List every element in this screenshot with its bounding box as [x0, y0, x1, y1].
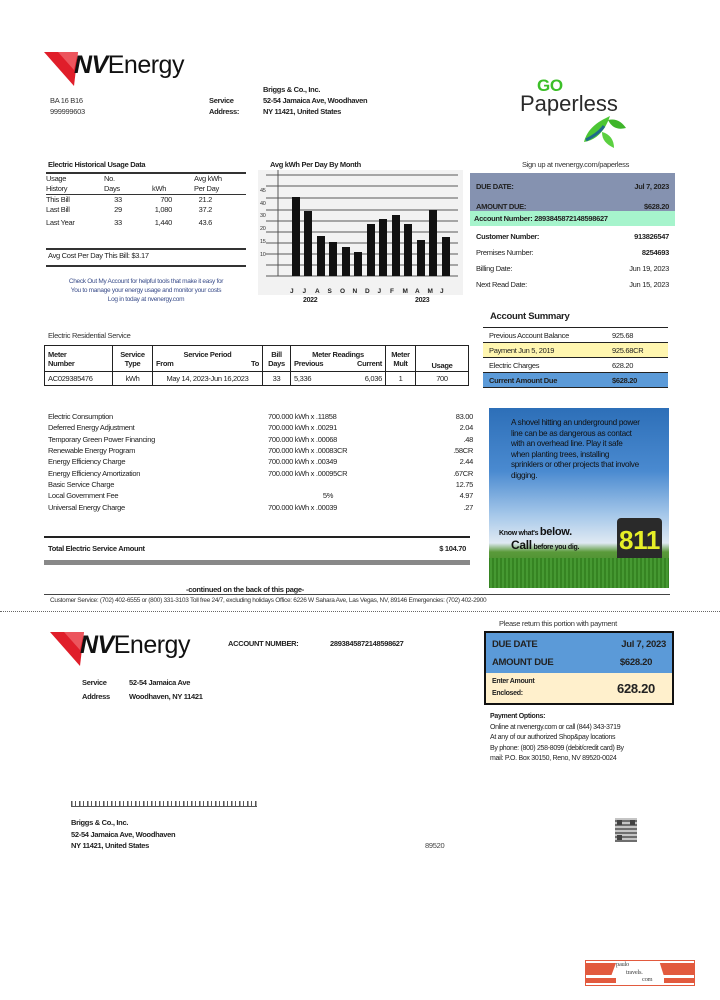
customer-number-value: 913826547 [634, 231, 669, 241]
ad-text: A shovel hitting an underground power line can be as dangerous as contact with an overhead line. Play it safe when planting trees, installing sprinklers or other projects that involve digging. [511, 418, 640, 480]
leaf-icon [580, 112, 630, 148]
stub-due-date: Jul 7, 2023 [621, 639, 666, 650]
brand-bold: NV [74, 50, 108, 79]
meter-row: AC029385476 kWh May 14, 2023-Jun 16,2023 33 5,336 6,036 1 700 [45, 372, 469, 386]
total-label: Total Electric Service Amount [48, 544, 145, 553]
qr-code [615, 818, 637, 842]
mail-line1: 52-54 Jamaica Ave, Woodhaven [71, 830, 176, 839]
charge-row: Renewable Energy Program 700.000 kWh x .00083CR .58CR [48, 446, 473, 456]
stub-nvenergy-logo: NVEnergy [50, 630, 190, 666]
ref-number: 999999603 [50, 107, 85, 116]
svg-text:20: 20 [260, 226, 266, 232]
call-811-ad[interactable] [489, 408, 669, 588]
svg-text:45: 45 [260, 188, 266, 194]
address-line1: 52-54 Jamaica Ave, Woodhaven [263, 96, 368, 105]
tear-line [0, 611, 720, 612]
charge-row: Local Government Fee 5% 4.97 [48, 491, 473, 501]
svg-text:40: 40 [260, 201, 266, 207]
charge-row: Energy Efficiency Amortization 700.000 kWh x .00095CR .67CR [48, 468, 473, 478]
next-read-value: Jun 15, 2023 [629, 279, 669, 289]
stub-due-date-label: DUE DATE [492, 639, 538, 650]
address-label: Address: [209, 107, 240, 116]
history-row: Last Year 33 1,440 43.6 [46, 218, 212, 227]
ad-call: Call before you dig. [511, 538, 580, 552]
nvenergy-triangle-icon [50, 630, 84, 666]
chart-title: Avg kWh Per Day By Month [270, 160, 361, 169]
stub-address2: Woodhaven, NY 11421 [129, 692, 203, 701]
amount-due-value: $628.20 [643, 202, 669, 211]
brand-light: Energy [107, 50, 184, 79]
history-table [46, 174, 246, 227]
due-date-value: Jul 7, 2023 [634, 181, 669, 191]
year-2023: 2023 [415, 297, 430, 304]
usage-chart [258, 170, 463, 295]
hdr-days: Days [104, 184, 120, 193]
account-panel [470, 173, 675, 292]
ad-know: Know what's below. [499, 526, 572, 538]
customer-service-line: Customer Service: (702) 402-6555 or (800) 331-3103 Toll free 24/7, excluding holidays Office: 6226 W Sahara Ave, Las Vegas, NV, 89146 Emergencies: (702) 402-2900 [50, 597, 487, 604]
charge-row: Basic Service Charge 12.75 [48, 479, 473, 489]
hdr-no: No. [104, 174, 115, 183]
summary-row: Electric Charges 628.20 [489, 360, 634, 370]
go-paperless-logo[interactable] [520, 78, 640, 150]
address-line2: NY 11421, United States [263, 107, 342, 116]
service-label: Service [209, 96, 234, 105]
svg-text:15: 15 [260, 239, 266, 245]
hdr-usage: Usage [46, 174, 67, 183]
enter-amount-field[interactable]: Enter Amount Enclosed: 628.20 [486, 673, 672, 703]
summary-row: Payment Jun 5, 2019 925.68CR [483, 343, 668, 357]
hdr-avg: Avg kWh [194, 174, 222, 183]
stub-account-label: ACCOUNT NUMBER: [228, 639, 299, 648]
hdr-kwh: kWh [152, 184, 167, 193]
go-text: GO [537, 76, 563, 95]
watermark-logo: paulo travels. com [585, 960, 695, 986]
stub-amount-due-label: AMOUNT DUE [492, 656, 554, 668]
premises-number-label: Premises Number: [476, 247, 534, 257]
ba-code: BA 16 B16 [50, 96, 83, 105]
customer-number-label: Customer Number: [476, 231, 540, 241]
summary-title: Account Summary [490, 311, 570, 322]
amount-due-label: AMOUNT DUE: [476, 202, 527, 211]
service-title: Electric Residential Service [48, 331, 131, 340]
paperless-signup[interactable]: Sign up at nvenergy.com/paperless [521, 160, 630, 169]
account-summary [483, 327, 668, 388]
chart-x-labels: J J A S O N D J F M A M J [290, 288, 444, 295]
due-date-label: DUE DATE: [476, 181, 514, 191]
zip-code: 89520 [425, 841, 445, 850]
charge-row: Electric Consumption 700.000 kWh x .11858 83.00 [48, 412, 473, 422]
billing-date-value: Jun 19, 2023 [629, 263, 669, 273]
meter-table: Meter Number Service Type Service Period From To Bill Days Meter Readings Previous Current Meter Mult Usage AC029385476 kWh May 14, 2023-Jun 16,2023 33 5,336 6,036 1 700 [44, 345, 469, 386]
avg-cost: Avg Cost Per Day This Bill: $3.17 [48, 251, 149, 260]
stub-service-label: Service [82, 678, 107, 687]
stub-address1: 52-54 Jamaica Ave [129, 678, 191, 687]
charge-row: Energy Efficiency Charge 700.000 kWh x .00349 2.44 [48, 457, 473, 467]
hdr-blank [134, 174, 194, 184]
account-number-value: 2893845872148598627 [534, 214, 608, 223]
paperless-text: Paperless [520, 91, 618, 116]
hdr-perday: Per Day [194, 184, 219, 193]
stub-amount-box [484, 631, 674, 705]
total-value: $ 104.70 [439, 544, 466, 553]
mail-name: Briggs & Co., Inc. [71, 818, 129, 827]
payment-options: Payment Options: Online at nvenergy.com or call (844) 343-3719 At any of our authorized Shop&pay locations By phone: (800) 258-8099 (debit/credit card) By mail: P.O. Box 30150, Reno, NV 89520-0024 [490, 713, 624, 762]
account-number-label: Account Number: [474, 214, 533, 223]
customer-name: Briggs & Co., Inc. [263, 85, 321, 94]
hdr-history: History [46, 184, 68, 193]
year-2022: 2022 [303, 297, 318, 304]
mail-line2: NY 11421, United States [71, 841, 150, 850]
current-amount-row: Current Amount Due $628.20 [483, 373, 668, 387]
811-badge: 811 [617, 518, 662, 562]
charge-row: Universal Energy Charge 700.000 kWh x .00039 .27 [48, 502, 473, 512]
history-row: This Bill 33 700 21.2 [46, 195, 212, 204]
stub-account-number: 2893845872148598627 [330, 639, 404, 648]
nvenergy-triangle-icon [44, 50, 78, 86]
next-read-label: Next Read Date: [476, 279, 527, 289]
history-row: Last Bill 29 1,080 37.2 [46, 205, 212, 214]
billing-date-label: Billing Date: [476, 263, 513, 273]
bar-chart-svg [258, 170, 463, 295]
summary-row: Previous Account Balance 925.68 [489, 330, 634, 340]
return-note: Please return this portion with payment [499, 619, 617, 628]
svg-text:30: 30 [260, 213, 266, 219]
nvenergy-logo [44, 50, 184, 86]
enclosed-amount: 628.20 [617, 680, 655, 696]
svg-text:10: 10 [260, 252, 266, 258]
stub-address-label: Address [82, 692, 110, 701]
my-account-promo[interactable]: Check Out My Account for helpful tools that make it easy for You to manage your energy usage and monitor your costs Log in today at nvenergy.com [68, 278, 224, 303]
charge-row: Deferred Energy Adjustment 700.000 kWh x .00291 2.04 [48, 423, 473, 433]
premises-number-value: 8254693 [641, 247, 669, 257]
charges-list [48, 411, 473, 513]
history-title: Electric Historical Usage Data [48, 160, 146, 169]
stub-amount-due: $628.20 [619, 656, 653, 668]
continued-note: -continued on the back of this page- [186, 585, 304, 594]
charge-row: Temporary Green Power Financing 700.000 kWh x .00068 .48 [48, 434, 473, 444]
